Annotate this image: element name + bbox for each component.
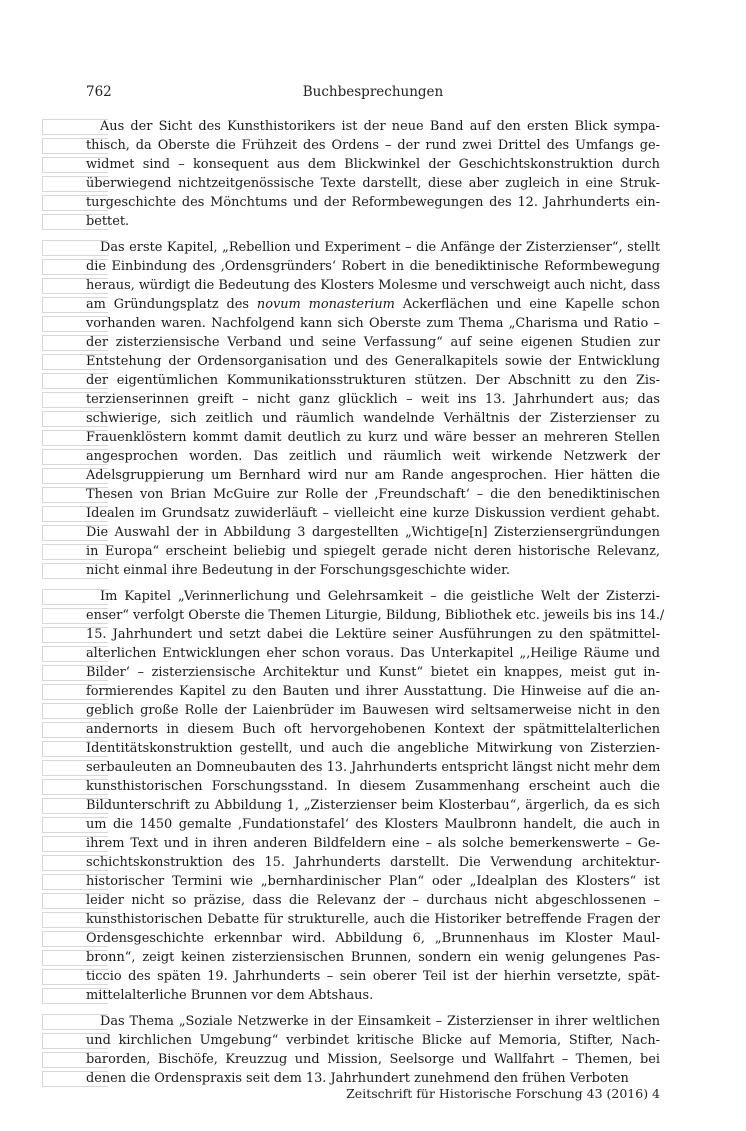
text-line: Im Kapitel „Verinnerlichung und Gelehrsamkeit – die geistliche Welt der Zisterzi- [100, 589, 660, 605]
text-line: Frauenklöstern kommt damit deutlich zu kurz und wäre besser an mehreren Stellen [86, 430, 660, 445]
body-text [86, 118, 665, 1096]
text-line: Das Thema „Soziale Netzwerke in der Einsamkeit – Zisterzienser in ihrer weltlichen [100, 1014, 660, 1030]
text-line: kunsthistorischen Forschungsstand. In diesem Zusammenhang erscheint auch die [86, 778, 660, 794]
text-line: barorden, Bischöfe, Kreuzzug und Mission, Seelsorge und Wallfahrt – Themen, bei [86, 1052, 660, 1067]
text-line: andernorts in diesem Buch oft hervorgehobenen Kontext der spätmittelalterlichen [86, 722, 660, 738]
text-line: und kirchlichen Umgebung“ verbindet kritische Blicke auf Memoria, Stifter, Nach- [86, 1033, 660, 1049]
text-line: formierendes Kapitel zu den Bauten und ihrer Ausstattung. Die Hinweise auf die an- [86, 684, 660, 700]
text-line: Aus der Sicht des Kunsthistorikers ist der neue Band auf den ersten Blick sympa- [100, 119, 660, 134]
text-line: thisch, da Oberste die Frühzeit des Ordens – der rund zwei Drittel des Umfangs ge- [86, 137, 660, 153]
text-line: leider nicht so präzise, dass die Relevanz der – durchaus nicht abgeschlossenen – [86, 892, 660, 908]
text-line: ihrem Text und in ihren anderen Bildfeldern eine – als solche bemerkenswerte – Ge- [86, 835, 660, 851]
text-line: angesprochen worden. Das zeitlich und räumlich weit wirkende Netzwerk der [86, 448, 660, 464]
text-line: historischer Termini wie „bernhardinischer Plan“ oder „Idealplan des Klosters“ ist [86, 873, 660, 889]
text-line: vorhanden waren. Nachfolgend kann sich Oberste zum Thema „Charisma und Ratio – [86, 316, 660, 332]
paragraph [86, 1013, 660, 1089]
text-line: nicht einmal ihre Bedeutung in der Forschungsgeschichte wider. [86, 562, 511, 578]
text-line: Thesen von Brian McGuire zur Rolle der ‚Freundschaft‘ – die den benediktinischen [86, 486, 660, 502]
text-line: Entstehung der Ordensorganisation und des Generalkapitels sowie der Entwicklung [86, 354, 660, 370]
running-title: Buchbesprechungen [302, 84, 444, 100]
text-line: um die 1450 gemalte ‚Fundationstafel‘ des Klosters Maulbronn handelt, die auch in [86, 816, 660, 832]
text-line: denen die Ordenspraxis seit dem 13. Jahrhundert zunehmend den frühen Verboten [86, 1070, 629, 1086]
text-line: Bilder‘ – zisterziensische Architektur und Kunst“ bietet ein knappes, meist gut in- [86, 665, 660, 681]
paragraph [86, 118, 660, 232]
text-line: der zisterziensische Verband und seine Verfassung“ auf seine eigenen Studien zur [86, 335, 660, 351]
text-line: terzienserinnen greift – nicht ganz glücklich – weit ins 13. Jahrhundert aus; das [86, 392, 660, 408]
text-line: in Europa“ erscheint beliebig und spiegelt gerade nicht deren historische Relevanz, [86, 543, 660, 559]
text-line: Adelsgruppierung um Bernhard wird nur am Rande angesprochen. Hier hätten die [86, 467, 660, 483]
text-line: alterlichen Entwicklungen eher schon voraus. Das Unterkapitel „‚Heilige Räume und [86, 646, 660, 662]
text-line: schichtskonstruktion des 15. Jahrhunderts darstellt. Die Verwendung architektur- [86, 854, 660, 870]
page-number: 762 [86, 84, 112, 100]
text-line: am Gründungsplatz des novum monasterium Ackerflächen und eine Kapelle schon [86, 297, 660, 313]
text-line: Das erste Kapitel, „Rebellion und Experiment – die Anfänge der Zisterzienser“, stellt [100, 240, 660, 256]
text-line: überwiegend nichtzeitgenössische Texte darstellt, diese aber zugleich in eine Struk- [86, 175, 660, 191]
text-line: heraus, würdigt die Bedeutung des Klosters Molesme und verschweigt auch nicht, dass [86, 278, 661, 294]
text-line: geblich große Rolle der Laienbrüder im Bauwesen wird seltsamerweise nicht in den [86, 703, 660, 719]
text-line: die Einbindung des ‚Ordensgründers‘ Robert in die benediktinische Reformbewegung [86, 259, 660, 275]
paragraph [86, 588, 665, 1005]
text-line: mittelalterliche Brunnen vor dem Abtshaus. [86, 987, 374, 1003]
text-line: bronn“, zeigt keinen zisterziensischen Brunnen, sondern ein wenig gelungenes Pas- [86, 949, 660, 965]
text-line: turgeschichte des Mönchtums und der Reformbewegungen des 12. Jahrhunderts ein- [86, 194, 660, 210]
text-line: Identitätskonstruktion gestellt, und auch die angebliche Mitwirkung von Zisterzien- [86, 741, 660, 756]
text-line: widmet sind – konsequent aus dem Blickwinkel der Geschichtskonstruktion durch [86, 156, 660, 172]
text-line: Die Auswahl der in Abbildung 3 dargestellten „Wichtige[n] Zisterziensergründungen [86, 524, 660, 540]
text-line: schwierige, sich zeitlich und räumlich wandelnde Verhältnis der Zisterzienser zu [86, 411, 660, 427]
paragraph [86, 239, 660, 580]
text-line: Idealen im Grundsatz zuwiderläuft – vielleicht eine kurze Diskussion verdient gehabt. [86, 505, 660, 521]
text-line: serbauleuten an Domneubauten des 13. Jahrhunderts entspricht längst nicht mehr dem [86, 759, 661, 775]
running-header [86, 84, 660, 102]
text-line: kunsthistorischen Debatte für strukturelle, auch die Historiker betreffende Fragen der [86, 911, 660, 927]
text-line: 15. Jahrhundert und setzt dabei die Lektüre seiner Ausführungen zu den spätmittel- [86, 627, 660, 643]
text-line: Bildunterschrift zu Abbildung 1, „Zisterzienser beim Klosterbau“, ärgerlich, da es sich [86, 797, 660, 813]
text-line: Ordensgeschichte erkennbar wird. Abbildung 6, „Brunnenhaus im Kloster Maul- [86, 930, 660, 946]
text-line: ticcio des späten 19. Jahrhunderts – sein oberer Teil ist der hierhin versetzte, spät- [86, 968, 660, 984]
text-line: bettet. [86, 213, 130, 229]
text-line: der eigentümlichen Kommunikationsstrukturen stützen. Der Abschnitt zu den Zis- [86, 373, 660, 389]
journal-footer: Zeitschrift für Historische Forschung 43 (2016) 4 [346, 1086, 660, 1101]
text-line: enser“ verfolgt Oberste die Themen Liturgie, Bildung, Bibliothek etc. jeweils bis ins 14./ [86, 608, 665, 624]
